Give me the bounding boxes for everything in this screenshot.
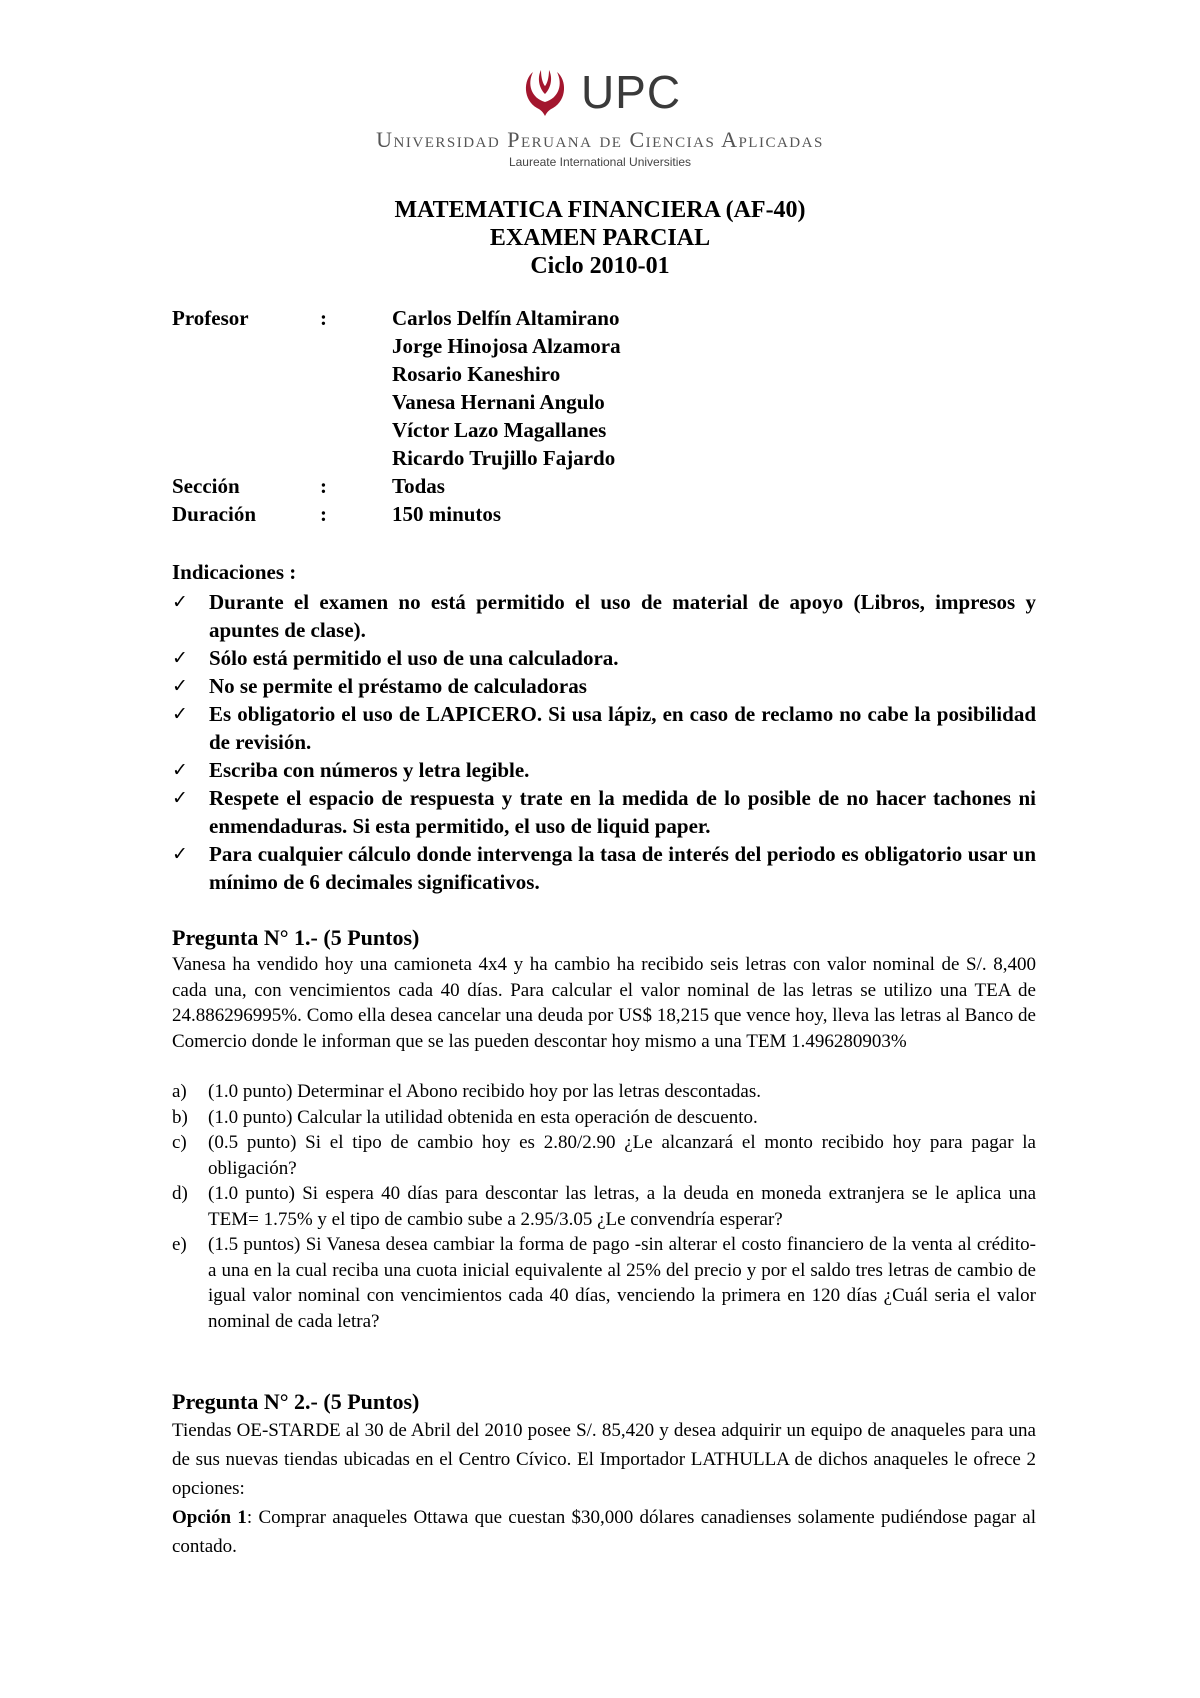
university-logo <box>0 66 1200 169</box>
seccion-value: Todas <box>392 474 445 498</box>
sub-question-a: a) (1.0 punto) Determinar el Abono recibido hoy por las letras descontadas. <box>172 1081 761 1102</box>
opcion-1-text: : Comprar anaqueles Ottawa que cuestan $30,000 dólares canadienses solamente pudiéndose pagar al contado. <box>172 1507 1036 1557</box>
logo-university: Universidad Peruana de Ciencias Aplicadas <box>376 127 824 152</box>
indicacion-item: ✓ Sólo está permitido el uso de una calculadora. <box>172 646 619 670</box>
profesor-1: Carlos Delfín Altamirano <box>392 306 620 330</box>
pregunta-1-title: Pregunta N° 1.- (5 Puntos) <box>172 925 420 950</box>
pregunta-2-opcion-1 <box>172 1503 1036 1561</box>
indicacion-item: ✓ Escriba con números y letra legible. <box>172 758 530 782</box>
colon: : <box>320 474 327 498</box>
profesor-6: Ricardo Trujillo Fajardo <box>392 446 616 470</box>
indicacion-item: ✓ Durante el examen no está permitido el uso de material de apoyo (Libros, impresos y apuntes de clase). <box>172 590 1036 642</box>
pregunta-2-body: Tiendas OE-STARDE al 30 de Abril del 2010 posee S/. 85,420 y desea adquirir un equipo de anaqueles para una de sus nuevas tiendas ubicadas en el Centro Cívico. El Importador LATHULLA de dichos anaqueles le ofrece 2 opciones: <box>172 1420 1036 1499</box>
profesor-4: Vanesa Hernani Angulo <box>392 390 605 414</box>
profesor-label: Profesor <box>172 306 249 330</box>
profesor-2: Jorge Hinojosa Alzamora <box>392 334 621 358</box>
upc-emblem-icon <box>519 66 571 118</box>
title-exam: EXAMEN PARCIAL <box>489 225 711 251</box>
sub-question-d: d) (1.0 punto) Si espera 40 días para descontar las letras, a la deuda en moneda extranjera se le aplica una TEM= 1.75% y el tipo de cambio sube a 2.95/3.05 ¿Le convendría esperar? <box>172 1183 1036 1230</box>
pregunta-2-title: Pregunta N° 2.- (5 Puntos) <box>172 1389 420 1414</box>
duracion-value: 150 minutos <box>392 502 502 526</box>
indicacion-item: ✓ No se permite el préstamo de calculadoras <box>172 674 587 698</box>
sub-question-c: c) (0.5 punto) Si el tipo de cambio hoy es 2.80/2.90 ¿Le alcanzará el monto recibido hoy para pagar la obligación? <box>172 1132 1036 1179</box>
checkmark-icon: ✓ <box>172 675 188 697</box>
logo-network: Laureate International Universities <box>508 155 692 169</box>
indicacion-item: ✓ Para cualquier cálculo donde intervenga la tasa de interés del periodo es obligatorio usar un mínimo de 6 decimales significativos. <box>172 842 1036 894</box>
checkmark-icon: ✓ <box>172 591 188 613</box>
indicaciones <box>172 560 1036 896</box>
checkmark-icon: ✓ <box>172 843 188 865</box>
opcion-1-label: Opción 1 <box>172 1507 247 1528</box>
checkmark-icon: ✓ <box>172 759 188 781</box>
sub-question-e: e) (1.5 puntos) Si Vanesa desea cambiar la forma de pago -sin alterar el costo financiero de la venta al crédito- a una en la cual reciba una cuota inicial equivalente al 25% del precio y por el saldo tres letras de cambio de igual valor nominal con vencimientos cada 40 días, venciendo la primera en 120 días ¿Cuál seria el valor nominal de cada letra? <box>172 1234 1036 1332</box>
title-course: MATEMATICA FINANCIERA (AF-40) <box>394 197 806 223</box>
exam-info <box>172 306 621 530</box>
pregunta-1 <box>172 924 1036 1334</box>
logo-name: UPC <box>580 66 682 118</box>
pregunta-1-items <box>172 1079 1036 1334</box>
title-cycle: Ciclo 2010-01 <box>530 253 670 279</box>
indicacion-item: ✓ Es obligatorio el uso de LAPICERO. Si usa lápiz, en caso de reclamo no cabe la posibilidad de revisión. <box>172 702 1036 754</box>
info-row-profesor <box>172 306 621 334</box>
profesor-5: Víctor Lazo Magallanes <box>392 418 607 442</box>
pregunta-1-body: Vanesa ha vendido hoy una camioneta 4x4 y ha cambio ha recibido seis letras con valor nominal de S/. 8,400 cada una, con vencimientos cada 40 días. Para calcular el valor nominal de las letras se utilizo una TEA de 24.886296995%. Como ella desea cancelar una deuda por US$ 18,215 que vence hoy, lleva las letras al Banco de Comercio donde le informan que se las pueden descontar hoy mismo a una TEM 1.496280903% <box>172 954 1036 1052</box>
indicaciones-heading: Indicaciones : <box>172 560 297 584</box>
sub-question-b: b) (1.0 punto) Calcular la utilidad obtenida en esta operación de descuento. <box>172 1106 758 1128</box>
info-row-duracion <box>172 502 621 530</box>
duracion-label: Duración <box>172 502 256 526</box>
checkmark-icon: ✓ <box>172 647 188 669</box>
colon: : <box>320 502 327 526</box>
indicacion-item: ✓ Respete el espacio de respuesta y trate en la medida de lo posible de no hacer tachones ni enmendaduras. Si esta permitido, el uso de liquid paper. <box>172 786 1036 838</box>
info-row-seccion <box>172 474 621 502</box>
pregunta-2 <box>172 1388 1036 1561</box>
exam-title <box>0 196 1200 280</box>
profesor-3: Rosario Kaneshiro <box>392 362 561 386</box>
seccion-label: Sección <box>172 474 240 498</box>
checkmark-icon: ✓ <box>172 787 188 809</box>
colon: : <box>320 306 327 330</box>
checkmark-icon: ✓ <box>172 703 188 725</box>
